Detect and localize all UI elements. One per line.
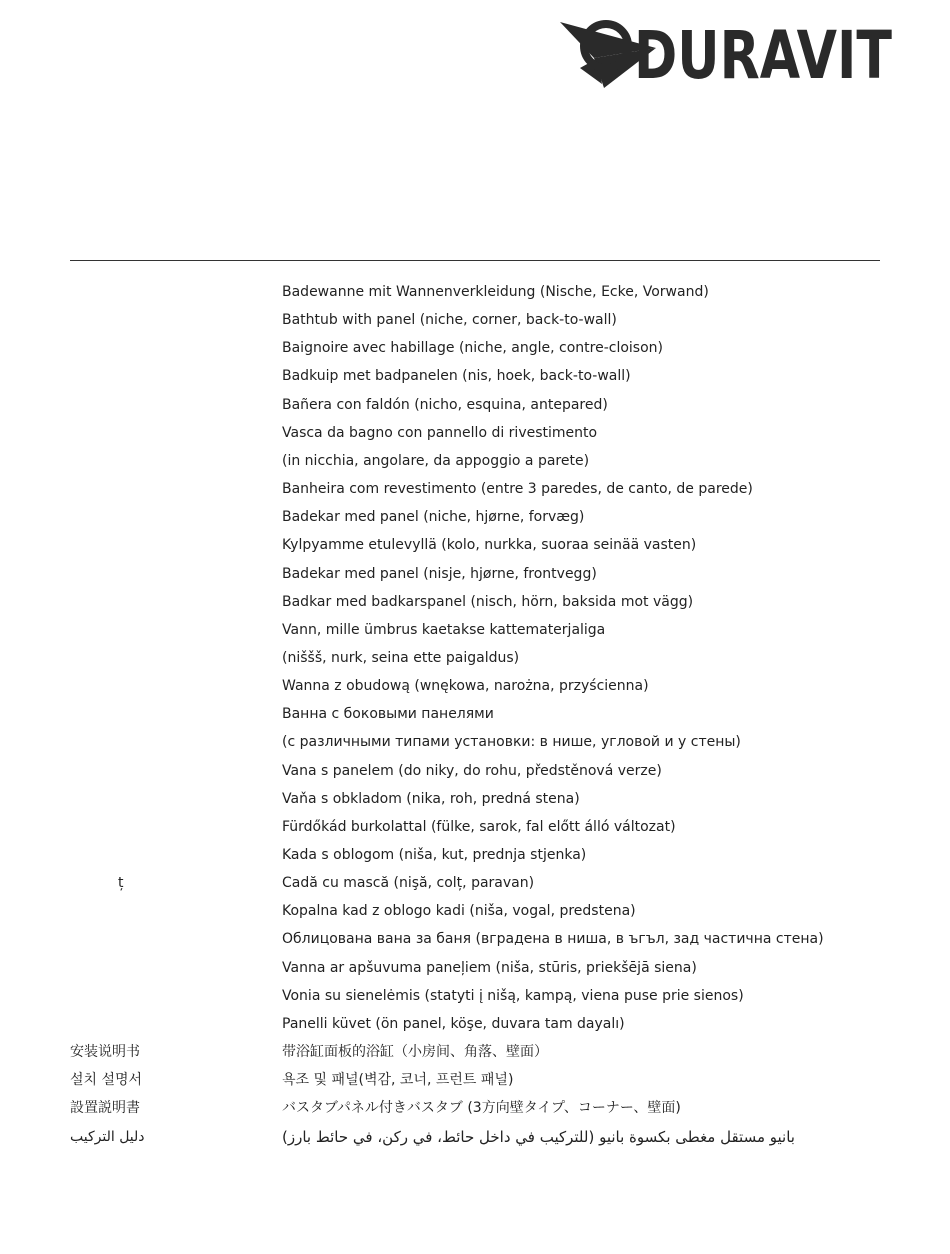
title-row [0,419,950,447]
product-title: Badkar med badkarspanel (nisch, hörn, baksida mot vägg) [282,593,694,610]
title-row [0,475,950,503]
language-label: 安装说明书 [70,1044,140,1061]
title-row [0,813,950,841]
title-row [0,757,950,785]
product-title: Badkuip met badpanelen (nis, hoek, back-to-wall) [282,368,631,385]
title-row [0,447,950,475]
product-title: Bañera con faldón (nicho, esquina, antepared) [282,396,608,413]
product-title: Banheira com revestimento (entre 3 paredes, de canto, de parede) [282,481,753,498]
title-row [0,531,950,559]
product-title: Badewanne mit Wannenverkleidung (Nische, Ecke, Vorwand) [282,284,709,300]
product-title: Panelli küvet (ön panel, köşe, duvara tam dayalı) [282,1015,625,1032]
product-title: Vana s panelem (do niky, do rohu, předstěnová verze) [282,762,662,779]
title-row [0,954,950,982]
product-title: Облицована вана за баня (вградена в ниша, в ъгъл, зад частична стена) [282,931,824,948]
title-row [0,672,950,700]
title-row [0,503,950,531]
logo-wordmark: DURAVIT [634,17,892,94]
title-row [0,644,950,672]
product-title: (niššš, nurk, seina ette paigaldus) [282,649,520,666]
title-row [0,1123,950,1151]
product-title: Vanna ar apšuvuma paneļiem (niša, stūris, priekšējā siena) [282,959,697,976]
product-title: Badekar med panel (niche, hjørne, forvæg) [282,509,585,526]
product-title: バスタブパネル付きバスタブ (3方向壁タイプ、コーナー、壁面) [282,1100,681,1117]
product-title: Baignoire avec habillage (niche, angle, contre-cloison) [282,340,663,357]
language-label: 설치 설명서 [70,1072,143,1089]
product-title: Wanna z obudową (wnękowa, narożna, przyścienna) [282,678,649,695]
product-title: Vonia su sienelėmis (statyti į nišą, kampą, viena puse prie sienos) [282,987,744,1004]
product-title: Vaňa s obkladom (nika, roh, predná stena) [282,790,580,807]
product-title: Kylpyamme etulevyllä (kolo, nurkka, suoraa seinää vasten) [282,537,697,554]
title-row [0,982,950,1010]
title-row [0,362,950,390]
product-title: (с различными типами установки: в нише, угловой и у стены) [282,734,741,751]
title-row [0,278,950,306]
title-row [0,841,950,869]
title-row [0,785,950,813]
title-row [0,560,950,588]
title-row [0,616,950,644]
header-divider [70,260,880,261]
product-title: Ванна с боковыми панелями [282,706,494,723]
product-title: (in nicchia, angolare, da appoggio a parete) [282,452,590,469]
title-row [0,869,950,897]
title-row [0,728,950,756]
duravit-logo [558,8,894,94]
title-row [0,1094,950,1122]
title-row [0,897,950,925]
product-title: بانيو مستقل مغطى بكسوة بانيو (للتركيب في داخل حائط، في ركن، في حائط بارز) [282,1127,795,1146]
title-row [0,391,950,419]
product-title: Badekar med panel (nisje, hjørne, frontvegg) [282,565,597,582]
product-title: Vann, mille ümbrus kaetakse kattematerjaliga [282,621,606,638]
product-title: Vasca da bagno con pannello di rivestimento [282,424,598,441]
product-title: Kopalna kad z oblogo kadi (niša, vogal, predstena) [282,903,636,920]
title-row [0,1010,950,1038]
product-title: Cadă cu mască (nişă, colț, paravan) [282,875,535,892]
product-title: 욕조 및 패널(벽감, 코너, 프런트 패널) [282,1072,514,1089]
title-row [0,588,950,616]
title-row [0,700,950,728]
language-label: 設置説明書 [70,1100,140,1117]
product-title: Kada s oblogom (niša, kut, prednja stjenka) [282,847,587,863]
product-title: 带浴缸面板的浴缸（小房间、角落、壁面） [282,1044,548,1061]
title-row [0,925,950,953]
title-row [0,1038,950,1066]
language-label: دليل التركيب [70,1128,145,1145]
title-row [0,306,950,334]
title-row [0,1066,950,1094]
product-title: Fürdőkád burkolattal (fülke, sarok, fal előtt álló változat) [282,818,676,835]
language-label: ț [118,875,124,892]
title-row [0,334,950,362]
product-title: Bathtub with panel (niche, corner, back-to-wall) [282,312,617,329]
